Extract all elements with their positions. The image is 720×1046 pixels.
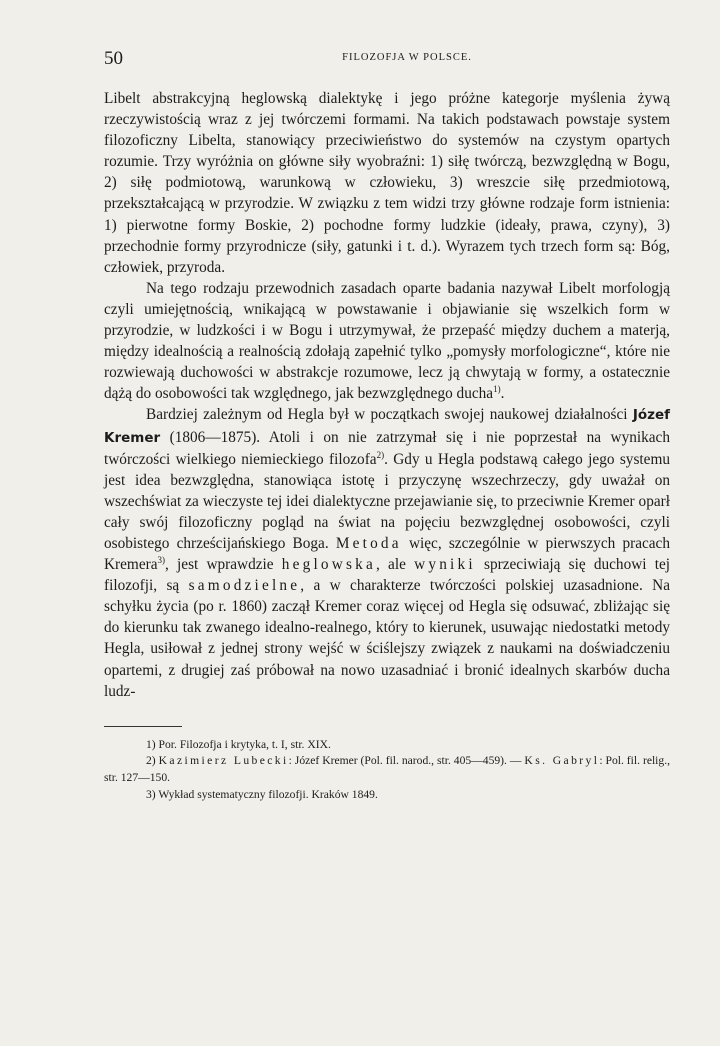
paragraph-3-text: Bardziej zależnym od Hegla był w początkach swojej naukowej działalności [146,406,628,424]
main-text [104,88,670,702]
running-head: FILOZOFJA W POLSCE. [342,52,472,63]
emphasis-heglowska: heglowska [281,556,377,574]
footnote-1: 1) Por. Filozofja i krytyka, t. I, str. XIX. [146,737,331,751]
footnote-3: 3) Wykład systematyczny filozofji. Kraków 1849. [146,787,378,801]
footnote-2b-author: Ks. Gabryl [524,754,600,768]
paragraph-2-end: . [500,385,505,403]
footnote-ref-1: 1) [493,384,501,395]
page-header [104,48,670,74]
paragraph-2 [104,278,670,405]
footnote-2 [104,753,670,786]
paragraph-3-text: więc, szczególnie w pierwszych pracach Kremera [104,534,670,574]
footnote-ref-2: 2) [376,449,385,460]
paragraph-3-text: , jest wprawdzie [165,556,274,574]
footnote-ref-3: 3) [157,554,166,565]
name-jozef-kremer: Józef Kremer [104,407,670,446]
footnote-2-number: 2) [146,754,156,768]
paragraph-3-text: sprzeciwiają się duchowi tej filozofji, są [104,556,670,595]
footnotes [104,737,670,803]
paragraph-1: Libelt abstrakcyjną heglowską dialektykę i jego próżne kategorje myślenia żywą rzeczywistością wraz z jej twórczemi formami. Na takich podstawach powstaje system filozoficzny Libelta, stanowiący przeciwieństwo do systemów na czystym opartych rozumie. Trzy wyróżnia on główne siły wyobraźni: 1) siłę twórczą, bezwzględną w Bogu, 2) siłę podmiotową, warunkową w człowieku, 3) wreszcie siłę przedmiotową, przekształcającą w przyrodzie. W związku z tem widzi trzy główne rodzaje form istnienia: 1) pierwotne formy Boskie, 2) pochodne formy ludzkie (ideały, prawa, czyny), 3) przechodnie formy przyrodnicze (siły, gatunki i t. d.). Wyrazem tych trzech form są: Bóg, człowiek, przyroda. [104,90,670,276]
footnote-divider [104,726,182,727]
footnote-2-author: Kazimierz Lubecki [158,754,289,768]
paragraph-3-text: , a w charakterze twórczości polskiej uzasadnione. Na schyłku życia (po r. 1860) zaczął Kremer coraz więcej od Hegla się odsuwać, zbliżając się do kierunku tak zwanego idealno-realnego, który to kierunek, usuwając niedostatki metody Hegla, usiłował z jednej strony wejść w ściślejszy związek z naukami na doświadczeniu opartemi, z drugiej zaś próbował na nowo uzasadniać i bronić idealnych skarbów ducha ludz- [104,577,670,700]
emphasis-samodzielne: samodzielne [188,577,301,595]
emphasis-wyniki: wyniki [414,556,476,574]
paragraph-2-text: Na tego rodzaju przewodnich zasadach oparte badania nazywał Libelt morfologją czyli umiejętnością, wnikającą w powstawanie i objawianie się wszelkich form w przyrodzie, w ludzkości i w Bogu i utrzymywał, że przepaść między duchem a materją, między idealnością a realnością zdołają zapełnić tylko „pomysły morfologiczne“, które nie rozwiewają duchowości w abstrakcje rozumowe, lecz ją chwytają w formy, a ostatecznie dążą do osobowości tak względnego, jak bezwzględnego ducha [104,279,670,403]
paragraph-3-text: . Gdy u Hegla podstawą całego jego systemu jest idea bezwzględna, stanowiąca istotę i przyczynę wszechrzeczy, gdy uważał on wszechświat za wieczyste tej idei dialektyczne przejawianie się, to przeciwnie Kremer oparł cały swój filozoficzny pogląd na świat na pojęciu bezwzględnej osobowości, czyli osobistego chrześcijańskiego Boga. [104,450,670,552]
paragraph-3-text: , ale [376,556,406,574]
footnote-2b-text: : Pol. fil. relig., str. 127—150. [104,754,670,784]
page-number: 50 [104,48,123,69]
emphasis-metoda: Metoda [335,534,402,552]
footnote-2-text: : Józef Kremer (Pol. fil. narod., str. 405—459). — [288,754,522,768]
paragraph-3 [104,404,670,701]
paragraph-3-text: (1806—1875). Atoli i on nie zatrzymał się i nie poprzestał na wynikach twórczości wielkiego niemieckiego filozofa [104,428,670,468]
